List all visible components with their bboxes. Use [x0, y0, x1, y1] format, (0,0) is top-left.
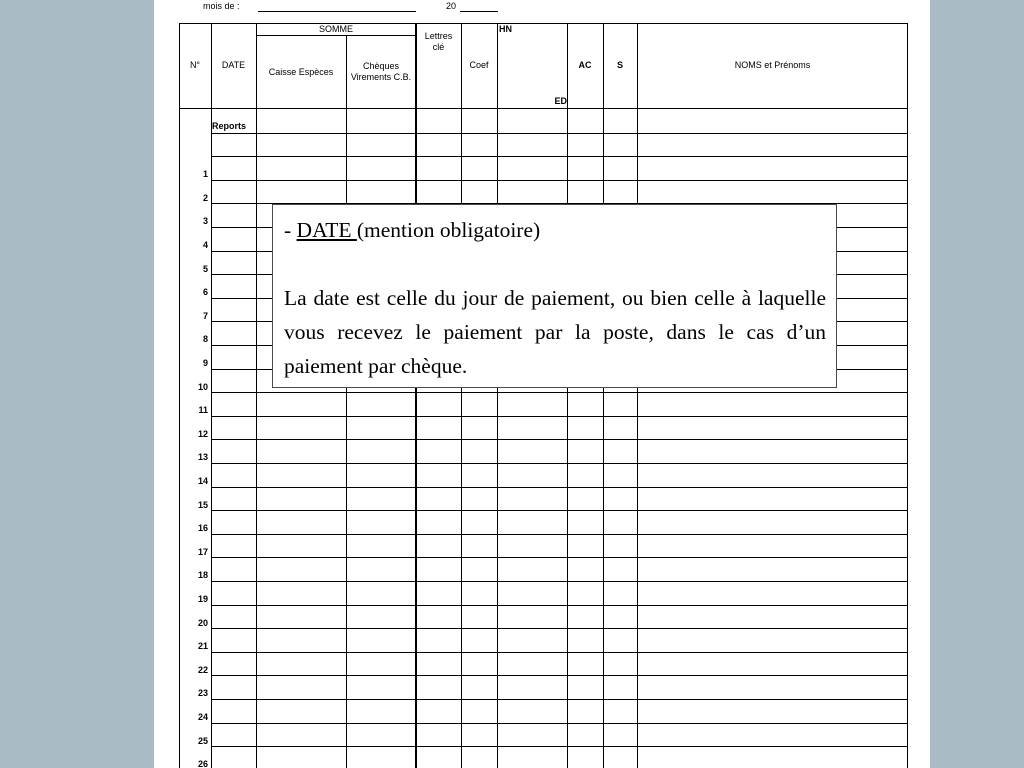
header-cheques-virements — [346, 36, 416, 108]
row-number: 16 — [197, 523, 208, 533]
callout-term: DATE — [296, 218, 357, 242]
callout-dash: - — [284, 218, 297, 242]
row-number: 18 — [197, 570, 208, 580]
row-number: 2 — [202, 193, 208, 203]
header-lettres-cle — [416, 23, 461, 108]
grid-hline — [179, 23, 908, 24]
row-number: 9 — [202, 358, 208, 368]
grid-hline — [211, 723, 908, 724]
month-blank-line — [258, 11, 416, 12]
grid-hline — [211, 699, 908, 700]
header-cheques-label: Chèques Virements C.B. — [350, 61, 412, 82]
month-label: mois de : — [203, 1, 240, 11]
grid-vline — [497, 23, 498, 768]
grid-hline — [211, 557, 908, 558]
date-explanation-callout — [272, 204, 837, 388]
row-number: 26 — [197, 759, 208, 768]
grid-vline — [211, 23, 212, 768]
row-number: 6 — [202, 287, 208, 297]
row-number: 19 — [197, 594, 208, 604]
header-ed: ED — [554, 96, 567, 106]
grid-hline — [211, 156, 908, 157]
header-date: DATE — [221, 60, 246, 70]
row-number: 21 — [197, 641, 208, 651]
grid-hline — [211, 180, 908, 181]
grid-hline — [211, 675, 908, 676]
header-coef: Coef — [469, 60, 489, 70]
grid-hline — [211, 652, 908, 653]
reports-label: Reports — [212, 121, 247, 131]
callout-body: La date est celle du jour de paiement, ou bien celle à laquelle vous recevez le paiement par la poste, dans le cas d’un paiement par chèque. — [284, 286, 826, 378]
row-number: 12 — [197, 429, 208, 439]
grid-hline — [211, 605, 908, 606]
grid-hline — [211, 628, 908, 629]
header-caisse-especes: Caisse Espèces — [268, 66, 334, 77]
year-blank-line — [460, 11, 498, 12]
grid-hline — [211, 487, 908, 488]
grid-vline — [637, 23, 638, 768]
row-number: 11 — [198, 405, 208, 415]
row-number: 3 — [202, 216, 208, 226]
row-number: 15 — [197, 500, 208, 510]
grid-hline — [211, 510, 908, 511]
grid-hline — [211, 746, 908, 747]
grid-hline — [211, 534, 908, 535]
grid-vline — [567, 23, 568, 768]
row-number: 24 — [197, 712, 208, 722]
grid-hline — [179, 108, 908, 109]
row-number: 14 — [197, 476, 208, 486]
row-number: 4 — [202, 240, 208, 250]
grid-vline — [415, 23, 417, 768]
row-number: 23 — [197, 688, 208, 698]
header-noms-prenoms: NOMS et Prénoms — [734, 60, 811, 70]
grid-hline — [256, 35, 416, 36]
grid-hline — [211, 392, 908, 393]
row-number: 25 — [197, 736, 208, 746]
grid-vline — [256, 23, 257, 768]
grid-vline — [907, 23, 908, 768]
row-number: 7 — [202, 311, 208, 321]
header-ac: AC — [578, 60, 592, 70]
callout-heading — [284, 213, 826, 247]
callout-qualifier: (mention obligatoire) — [356, 218, 541, 242]
year-label: 20 — [446, 1, 457, 11]
row-number: 13 — [197, 452, 208, 462]
form-period-line — [154, 0, 930, 16]
row-number: 5 — [202, 264, 208, 274]
header-s: S — [616, 60, 623, 70]
grid-hline — [211, 416, 908, 417]
header-num: N° — [189, 60, 201, 70]
grid-vline — [179, 23, 180, 768]
grid-hline — [211, 133, 908, 134]
row-number: 20 — [197, 618, 208, 628]
grid-vline — [461, 23, 462, 768]
header-somme: SOMME — [318, 24, 353, 34]
grid-hline — [211, 581, 908, 582]
grid-hline — [211, 463, 908, 464]
grid-hline — [211, 439, 908, 440]
row-number: 22 — [197, 665, 208, 675]
grid-vline — [603, 23, 604, 768]
row-number: 8 — [202, 334, 208, 344]
row-number: 10 — [197, 382, 208, 392]
grid-vline — [346, 35, 347, 768]
receipts-table — [179, 23, 908, 768]
header-hn: HN — [499, 24, 512, 34]
form-page — [154, 0, 930, 768]
header-lettres-label: Lettres clé — [424, 31, 453, 52]
row-number: 1 — [202, 169, 208, 179]
row-number: 17 — [197, 547, 208, 557]
